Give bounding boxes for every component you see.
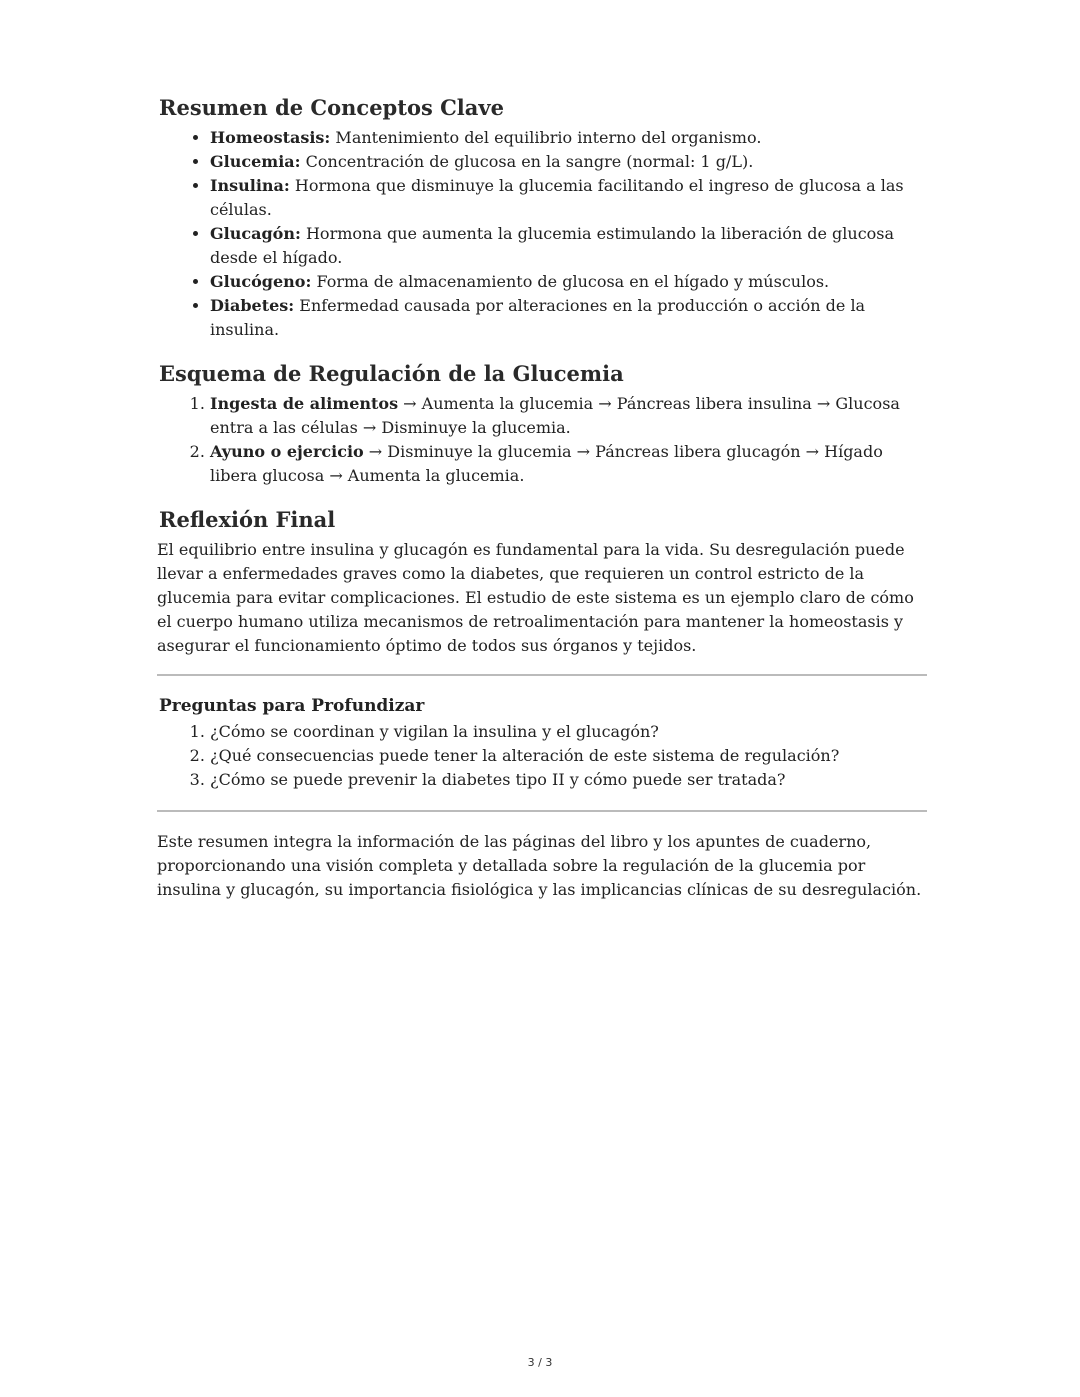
- concepts-list: [157, 126, 927, 342]
- list-item: 3. ¿Cómo se puede prevenir la diabetes tipo II y cómo puede ser tratada?: [210, 768, 927, 792]
- definition: Hormona que aumenta la glucemia estimulando la liberación de glucosa desde el hígado.: [210, 224, 895, 267]
- term: Insulina:: [210, 176, 290, 195]
- list-item: [210, 270, 927, 294]
- summary-heading: Resumen de Conceptos Clave: [159, 95, 504, 120]
- flow-text: → Aumenta la glucemia → Páncreas libera insulina → Glucosa entra a las células → Disminuye la glucemia.: [210, 394, 900, 437]
- document-body: [157, 94, 927, 918]
- closing-paragraph: Este resumen integra la información de las páginas del libro y los apuntes de cuaderno, proporcionando una visión completa y detallada sobre la regulación de la glucemia por insulina y glucagón, su importancia fisiológica y las implicancias clínicas de su desregulación.: [157, 832, 922, 899]
- definition: Concentración de glucosa en la sangre (normal: 1 g/L).: [300, 152, 754, 171]
- term: Diabetes:: [210, 296, 295, 315]
- list-item: [210, 392, 927, 440]
- term: Homeostasis:: [210, 128, 331, 147]
- list-item: [210, 174, 927, 222]
- term: Glucemia:: [210, 152, 301, 171]
- list-item: [210, 222, 927, 270]
- term: Glucagón:: [210, 224, 301, 243]
- list-item: [210, 294, 927, 342]
- list-item: 2. ¿Qué consecuencias puede tener la alteración de este sistema de regulación?: [210, 744, 927, 768]
- definition: Hormona que disminuye la glucemia facilitando el ingreso de glucosa a las células.: [210, 176, 904, 219]
- definition: Enfermedad causada por alteraciones en la producción o acción de la insulina.: [210, 296, 866, 339]
- scheme-heading: Esquema de Regulación de la Glucemia: [159, 361, 624, 386]
- questions-heading: Preguntas para Profundizar: [159, 696, 425, 716]
- term: Glucógeno:: [210, 272, 312, 291]
- term: Ayuno o ejercicio: [210, 442, 364, 461]
- questions-list: [157, 720, 927, 792]
- page-number: 3 / 3: [527, 1356, 553, 1369]
- reflection-heading: Reflexión Final: [159, 507, 336, 532]
- list-item: 1. ¿Cómo se coordinan y vigilan la insulina y el glucagón?: [210, 720, 927, 744]
- list-item: [210, 150, 927, 174]
- list-item: [210, 440, 927, 488]
- definition: Forma de almacenamiento de glucosa en el hígado y músculos.: [311, 272, 830, 291]
- scheme-list: [157, 392, 927, 488]
- divider: [157, 810, 927, 812]
- definition: Mantenimiento del equilibrio interno del organismo.: [330, 128, 762, 147]
- flow-text: → Disminuye la glucemia → Páncreas libera glucagón → Hígado libera glucosa → Aumenta la glucemia.: [210, 442, 883, 485]
- reflection-paragraph: El equilibrio entre insulina y glucagón es fundamental para la vida. Su desregulación puede llevar a enfermedades graves como la diabetes, que requieren un control estricto de la glucemia para evitar complicaciones. El estudio de este sistema es un ejemplo claro de cómo el cuerpo humano utiliza mecanismos de retroalimentación para mantener la homeostasis y asegurar el funcionamiento óptimo de todos sus órganos y tejidos.: [157, 540, 914, 655]
- term: Ingesta de alimentos: [210, 394, 399, 413]
- divider: [157, 674, 927, 676]
- list-item: [210, 126, 927, 150]
